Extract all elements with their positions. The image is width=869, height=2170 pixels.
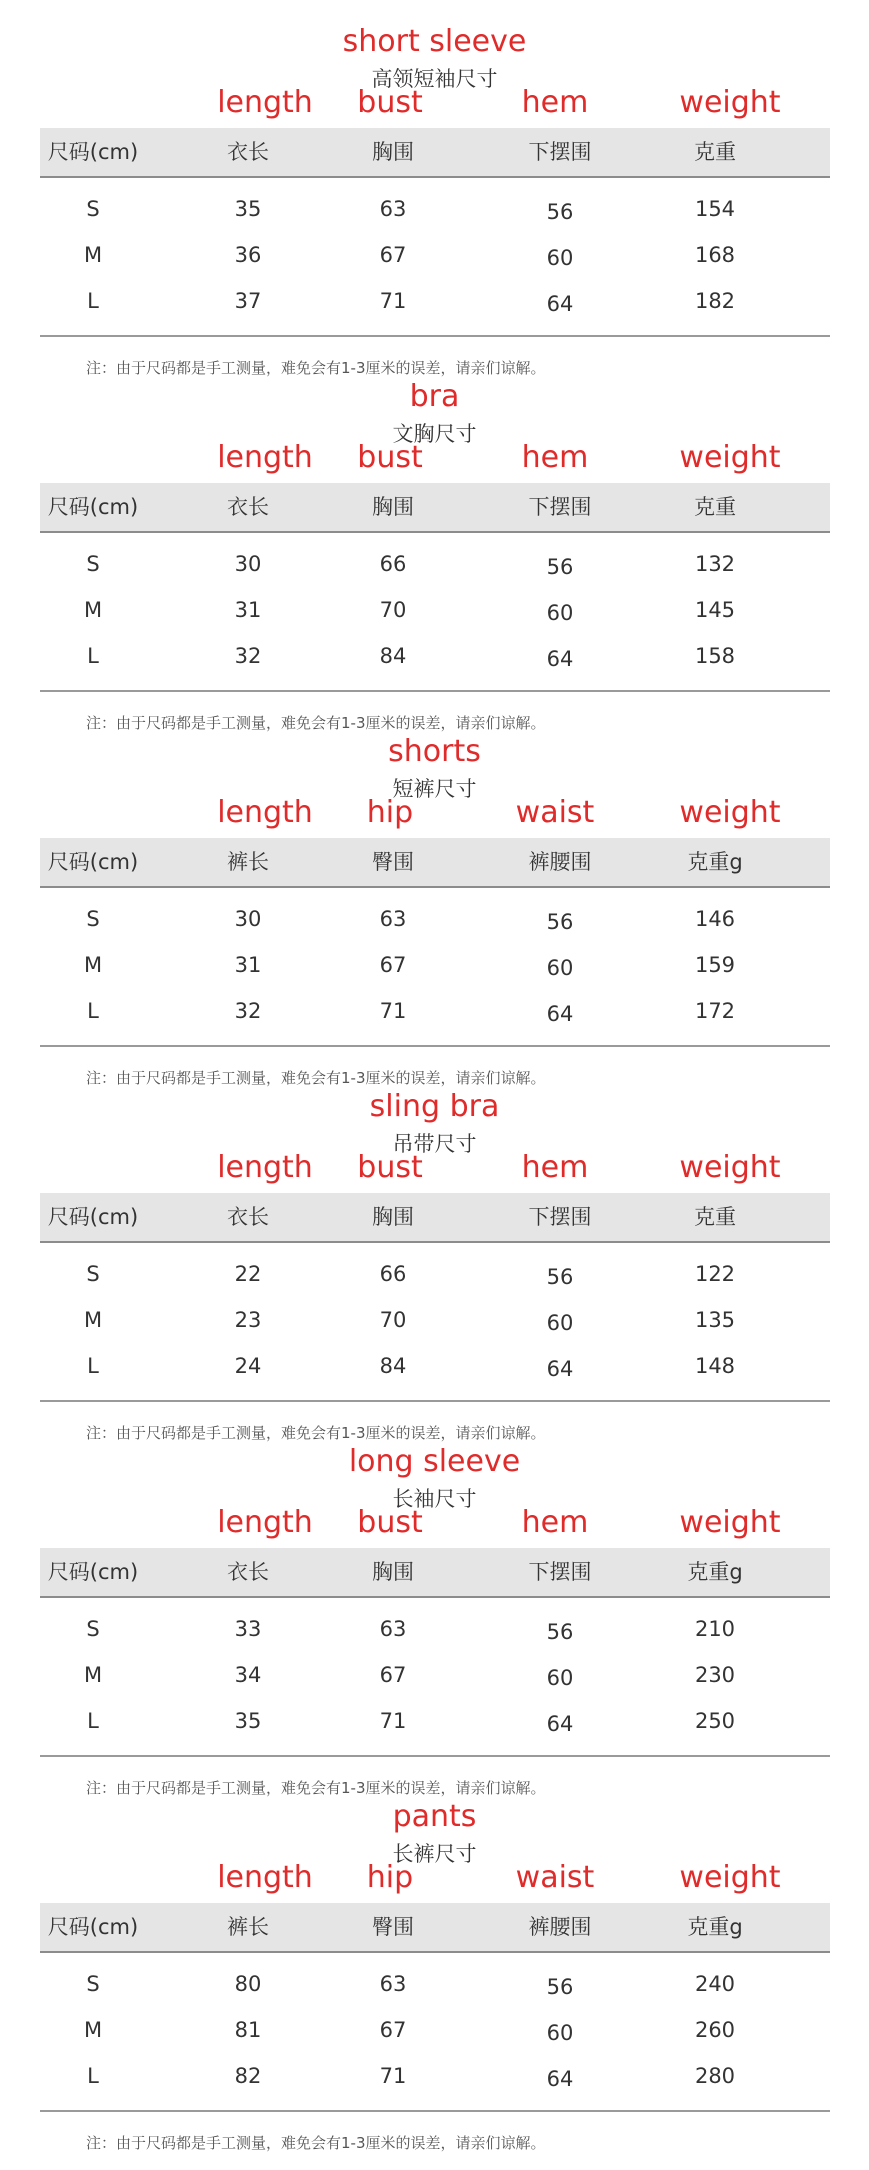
- section-subtitle: 吊带尺寸: [392, 1132, 477, 1156]
- column-label-en: length: [217, 1150, 313, 1185]
- size-cell: S: [86, 907, 100, 931]
- section-title: sling bra: [369, 1089, 500, 1124]
- size-cell: L: [87, 1709, 99, 1733]
- table-cell: 23: [234, 1308, 262, 1332]
- table-cell: 145: [694, 598, 736, 622]
- header-cell-size: 尺码(cm): [47, 1205, 139, 1229]
- column-label-en: bust: [357, 440, 423, 475]
- table-divider: [40, 2110, 830, 2112]
- table-cell: 24: [234, 1354, 262, 1378]
- header-cell: 克重g: [687, 1560, 743, 1584]
- size-cell: M: [83, 598, 103, 622]
- measurement-note: 注：由于尺码都是手工测量，难免会有1-3厘米的误差，请亲们谅解。: [86, 359, 546, 377]
- header-cell: 下摆围: [528, 1560, 592, 1584]
- section-subtitle: 长袖尺寸: [392, 1487, 477, 1511]
- section-subtitle: 高领短袖尺寸: [371, 67, 498, 91]
- table-cell: 70: [379, 598, 407, 622]
- column-label-en: hem: [521, 440, 589, 475]
- column-labels-en: [0, 1506, 869, 1546]
- table-header: [40, 1903, 830, 1953]
- table-cell: 56: [546, 200, 574, 224]
- measurement-note: 注：由于尺码都是手工测量，难免会有1-3厘米的误差，请亲们谅解。: [86, 1779, 546, 1797]
- column-label-en: length: [217, 795, 313, 830]
- table-row: [40, 541, 830, 587]
- column-label-en: weight: [679, 440, 781, 475]
- header-cell: 克重: [694, 140, 736, 164]
- table-cell: 132: [694, 552, 736, 576]
- table-row: [40, 1961, 830, 2007]
- table-cell: 82: [234, 2064, 262, 2088]
- column-label-en: bust: [357, 1505, 423, 1540]
- table-cell: 60: [546, 956, 574, 980]
- table-cell: 60: [546, 1311, 574, 1335]
- table-cell: 250: [694, 1709, 736, 1733]
- table-cell: 67: [379, 953, 407, 977]
- column-label-en: waist: [515, 795, 595, 830]
- size-cell: S: [86, 1972, 100, 1996]
- header-cell: 胸围: [372, 1205, 414, 1229]
- column-label-en: bust: [357, 1150, 423, 1185]
- table-cell: 22: [234, 1262, 262, 1286]
- section-subtitle: 短裤尺寸: [392, 777, 477, 801]
- column-label-en: waist: [515, 1860, 595, 1895]
- header-cell-size: 尺码(cm): [47, 140, 139, 164]
- table-cell: 260: [694, 2018, 736, 2042]
- column-label-en: weight: [679, 1860, 781, 1895]
- table-cell: 56: [546, 1265, 574, 1289]
- table-cell: 31: [234, 953, 262, 977]
- table-row: [40, 633, 830, 679]
- size-section: [0, 1438, 869, 1797]
- table-cell: 60: [546, 1666, 574, 1690]
- table-header: [40, 128, 830, 178]
- table-row: [40, 1297, 830, 1343]
- section-subtitle: 文胸尺寸: [392, 422, 477, 446]
- header-cell-size: 尺码(cm): [47, 1915, 139, 1939]
- table-cell: 67: [379, 1663, 407, 1687]
- size-cell: S: [86, 552, 100, 576]
- table-divider: [40, 1045, 830, 1047]
- column-label-en: length: [217, 85, 313, 120]
- column-label-en: hem: [521, 1505, 589, 1540]
- section-title: bra: [409, 379, 460, 414]
- table-cell: 64: [546, 1357, 574, 1381]
- measurement-note: 注：由于尺码都是手工测量，难免会有1-3厘米的误差，请亲们谅解。: [86, 714, 546, 732]
- table-cell: 60: [546, 246, 574, 270]
- table-cell: 64: [546, 647, 574, 671]
- table-cell: 158: [694, 644, 736, 668]
- size-cell: L: [87, 644, 99, 668]
- section-title: shorts: [388, 734, 481, 769]
- header-cell: 裤腰围: [528, 1915, 592, 1939]
- table-row: [40, 1343, 830, 1389]
- column-labels-en: [0, 1861, 869, 1901]
- column-label-en: length: [217, 440, 313, 475]
- table-row: [40, 232, 830, 278]
- table-cell: 71: [379, 289, 407, 313]
- table-cell: 31: [234, 598, 262, 622]
- table-cell: 35: [234, 1709, 262, 1733]
- measurement-note: 注：由于尺码都是手工测量，难免会有1-3厘米的误差，请亲们谅解。: [86, 2134, 546, 2152]
- column-label-en: hem: [521, 85, 589, 120]
- table-cell: 84: [379, 1354, 407, 1378]
- table-row: [40, 1606, 830, 1652]
- column-labels-en: [0, 1151, 869, 1191]
- table-divider: [40, 1400, 830, 1402]
- table-row: [40, 2053, 830, 2099]
- header-cell-size: 尺码(cm): [47, 850, 139, 874]
- header-cell: 胸围: [372, 1560, 414, 1584]
- table-cell: 135: [694, 1308, 736, 1332]
- header-cell: 下摆围: [528, 140, 592, 164]
- header-cell: 胸围: [372, 140, 414, 164]
- size-cell: M: [83, 243, 103, 267]
- table-cell: 63: [379, 907, 407, 931]
- size-cell: S: [86, 1617, 100, 1641]
- measurement-note: 注：由于尺码都是手工测量，难免会有1-3厘米的误差，请亲们谅解。: [86, 1069, 546, 1087]
- section-subtitle: 长裤尺寸: [392, 1842, 477, 1866]
- size-cell: M: [83, 1663, 103, 1687]
- table-cell: 66: [379, 1262, 407, 1286]
- size-section: [0, 373, 869, 732]
- table-header: [40, 838, 830, 888]
- table-header: [40, 483, 830, 533]
- header-cell: 克重g: [687, 850, 743, 874]
- table-cell: 280: [694, 2064, 736, 2088]
- table-row: [40, 1251, 830, 1297]
- table-row: [40, 278, 830, 324]
- size-cell: L: [87, 999, 99, 1023]
- table-cell: 64: [546, 1712, 574, 1736]
- table-cell: 33: [234, 1617, 262, 1641]
- table-cell: 30: [234, 552, 262, 576]
- column-labels-en: [0, 441, 869, 481]
- size-cell: L: [87, 1354, 99, 1378]
- size-cell: M: [83, 1308, 103, 1332]
- table-row: [40, 1652, 830, 1698]
- table-cell: 63: [379, 1972, 407, 1996]
- table-cell: 66: [379, 552, 407, 576]
- header-cell: 衣长: [227, 1205, 269, 1229]
- table-cell: 71: [379, 999, 407, 1023]
- table-divider: [40, 690, 830, 692]
- section-title: short sleeve: [342, 24, 527, 59]
- table-header: [40, 1193, 830, 1243]
- table-cell: 63: [379, 1617, 407, 1641]
- table-cell: 30: [234, 907, 262, 931]
- table-cell: 56: [546, 555, 574, 579]
- header-cell: 裤腰围: [528, 850, 592, 874]
- table-cell: 80: [234, 1972, 262, 1996]
- table-cell: 56: [546, 910, 574, 934]
- table-cell: 67: [379, 2018, 407, 2042]
- header-cell: 下摆围: [528, 1205, 592, 1229]
- table-cell: 36: [234, 243, 262, 267]
- column-label-en: bust: [357, 85, 423, 120]
- table-row: [40, 186, 830, 232]
- table-cell: 230: [694, 1663, 736, 1687]
- table-cell: 172: [694, 999, 736, 1023]
- header-cell: 克重: [694, 1205, 736, 1229]
- table-cell: 81: [234, 2018, 262, 2042]
- table-cell: 154: [694, 197, 736, 221]
- header-cell-size: 尺码(cm): [47, 495, 139, 519]
- header-cell: 裤长: [227, 1915, 269, 1939]
- size-cell: L: [87, 289, 99, 313]
- size-cell: S: [86, 1262, 100, 1286]
- table-cell: 64: [546, 1002, 574, 1026]
- header-cell: 克重g: [687, 1915, 743, 1939]
- column-label-en: weight: [679, 795, 781, 830]
- size-section: [0, 18, 869, 377]
- column-label-en: length: [217, 1860, 313, 1895]
- column-label-en: hip: [366, 1860, 414, 1895]
- table-divider: [40, 335, 830, 337]
- header-cell: 衣长: [227, 1560, 269, 1584]
- table-cell: 71: [379, 1709, 407, 1733]
- column-label-en: hip: [366, 795, 414, 830]
- section-title: pants: [392, 1799, 477, 1834]
- table-cell: 34: [234, 1663, 262, 1687]
- table-cell: 35: [234, 197, 262, 221]
- header-cell: 臀围: [372, 850, 414, 874]
- size-section: [0, 1083, 869, 1442]
- column-label-en: length: [217, 1505, 313, 1540]
- table-cell: 240: [694, 1972, 736, 1996]
- table-cell: 64: [546, 2067, 574, 2091]
- table-cell: 64: [546, 292, 574, 316]
- column-label-en: weight: [679, 85, 781, 120]
- size-section: [0, 1793, 869, 2152]
- table-row: [40, 587, 830, 633]
- header-cell: 克重: [694, 495, 736, 519]
- table-cell: 84: [379, 644, 407, 668]
- size-cell: S: [86, 197, 100, 221]
- table-cell: 210: [694, 1617, 736, 1641]
- column-labels-en: [0, 86, 869, 126]
- table-cell: 182: [694, 289, 736, 313]
- size-cell: M: [83, 2018, 103, 2042]
- table-cell: 60: [546, 2021, 574, 2045]
- header-cell: 衣长: [227, 495, 269, 519]
- header-cell-size: 尺码(cm): [47, 1560, 139, 1584]
- table-cell: 168: [694, 243, 736, 267]
- table-cell: 32: [234, 644, 262, 668]
- measurement-note: 注：由于尺码都是手工测量，难免会有1-3厘米的误差，请亲们谅解。: [86, 1424, 546, 1442]
- table-cell: 148: [694, 1354, 736, 1378]
- header-cell: 臀围: [372, 1915, 414, 1939]
- size-section: [0, 728, 869, 1087]
- header-cell: 胸围: [372, 495, 414, 519]
- column-labels-en: [0, 796, 869, 836]
- table-cell: 63: [379, 197, 407, 221]
- column-label-en: hem: [521, 1150, 589, 1185]
- table-row: [40, 2007, 830, 2053]
- table-header: [40, 1548, 830, 1598]
- table-cell: 56: [546, 1975, 574, 1999]
- table-row: [40, 942, 830, 988]
- table-cell: 32: [234, 999, 262, 1023]
- table-row: [40, 1698, 830, 1744]
- table-cell: 146: [694, 907, 736, 931]
- header-cell: 裤长: [227, 850, 269, 874]
- section-title: long sleeve: [348, 1444, 521, 1479]
- table-row: [40, 988, 830, 1034]
- table-cell: 159: [694, 953, 736, 977]
- table-divider: [40, 1755, 830, 1757]
- column-label-en: weight: [679, 1505, 781, 1540]
- table-cell: 60: [546, 601, 574, 625]
- table-row: [40, 896, 830, 942]
- table-cell: 37: [234, 289, 262, 313]
- table-cell: 71: [379, 2064, 407, 2088]
- table-cell: 56: [546, 1620, 574, 1644]
- size-cell: L: [87, 2064, 99, 2088]
- table-cell: 70: [379, 1308, 407, 1332]
- table-cell: 67: [379, 243, 407, 267]
- table-cell: 122: [694, 1262, 736, 1286]
- column-label-en: weight: [679, 1150, 781, 1185]
- header-cell: 衣长: [227, 140, 269, 164]
- header-cell: 下摆围: [528, 495, 592, 519]
- size-cell: M: [83, 953, 103, 977]
